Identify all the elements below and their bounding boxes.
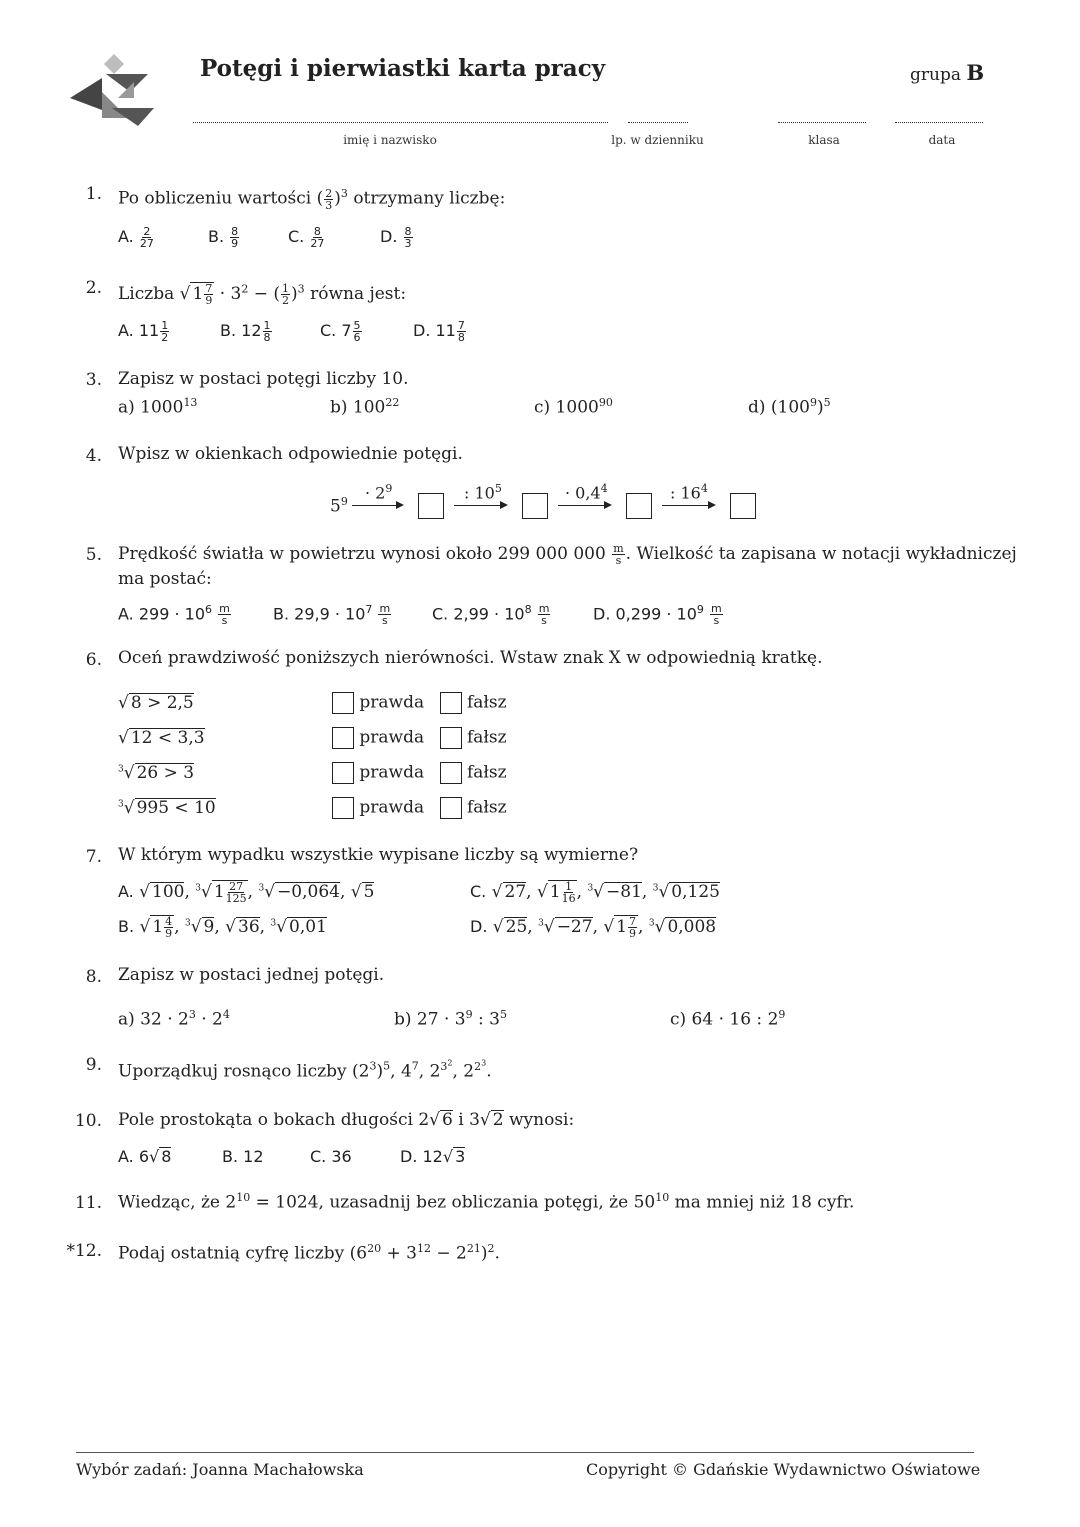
task-2-post: równa jest: xyxy=(310,284,407,304)
task-6-number: 6. xyxy=(85,650,102,670)
task-7-option-c[interactable]: C. √ 27, √ 1 $\frac{1}{16}$ , $^3$√ −81, $^3$√ 0,125 xyxy=(470,880,720,905)
task-1-number: 1. xyxy=(85,184,102,204)
task-6-row-2-choices: prawda fałsz xyxy=(332,727,507,749)
task-5-option-b[interactable]: B. $29,9 \cdot 10^7$ $\frac{m}{s}$ xyxy=(273,602,391,628)
task-2-pre: Liczba xyxy=(118,284,175,304)
task-1-option-b[interactable]: B. $\frac{8}{9}$ xyxy=(208,225,239,250)
task-7-option-d[interactable]: D. √ 25, $^3$√ −27, √ 1 $\frac{7}{9}$ , $^3$√ 0,008 xyxy=(470,915,717,940)
task-4-arrow-4 xyxy=(662,505,714,506)
task-4-number: 4. xyxy=(85,446,102,466)
publisher-logo xyxy=(68,52,160,130)
task-6-row-3-choices: prawda fałsz xyxy=(332,762,507,784)
task-2-option-a[interactable]: A. 11 $\frac{1}{2}$ xyxy=(118,319,169,344)
task-2-option-b[interactable]: B. 12 $\frac{1}{8}$ xyxy=(220,319,271,344)
date-field-line[interactable] xyxy=(895,122,983,123)
task-6-row-1-choices: prawda fałsz xyxy=(332,692,507,714)
number-field-line[interactable] xyxy=(628,122,688,123)
task-3-text: Zapisz w postaci potęgi liczby 10. xyxy=(118,369,409,389)
task-10-option-d[interactable]: D. 12√ 3 xyxy=(400,1147,466,1166)
task-6-row-2-expr: √ 12 < 3,3 xyxy=(118,728,205,748)
name-field-caption: imię i nazwisko xyxy=(343,133,437,147)
task-6-row-4-expr: $^3$√ 995 < 10 xyxy=(118,798,216,818)
task-9-number: 9. xyxy=(85,1055,102,1075)
footer-copyright: Copyright © Gdańskie Wydawnictwo Oświatowe xyxy=(586,1460,981,1479)
task-11-text: Wiedząc, że $2^{10} = 1024$, uzasadnij bez obliczania potęgi, że $50^{10}$ ma mniej niż 18 cyfr. xyxy=(118,1191,855,1213)
task-10-option-c[interactable]: C. 36 xyxy=(310,1147,352,1166)
task-4-op-3: · $0,4^4$ xyxy=(565,482,608,503)
task-8-a: a) $32 \cdot 2^3 \cdot 2^4$ xyxy=(118,1008,230,1030)
task-1-option-d[interactable]: D. $\frac{8}{3}$ xyxy=(380,225,412,250)
task-6-row-1-false-box[interactable] xyxy=(440,692,462,714)
task-5-option-c[interactable]: C. $2,99 \cdot 10^8$ $\frac{m}{s}$ xyxy=(432,602,550,628)
task-1-post: otrzymany liczbę: xyxy=(353,188,506,209)
task-1-option-c[interactable]: C. $\frac{8}{27}$ xyxy=(288,225,325,250)
task-1-option-a[interactable]: A. $\frac{2}{27}$ xyxy=(118,225,154,250)
task-8-c: c) 64 · 16 : $2^9$ xyxy=(670,1008,786,1030)
task-5-line-2: ma postać: xyxy=(118,569,212,589)
task-2-number: 2. xyxy=(85,278,102,298)
task-6-row-3-expr: $^3$√ 26 > 3 xyxy=(118,763,195,783)
group-label-text: grupa xyxy=(910,65,961,85)
task-1-pre: Po obliczeniu wartości xyxy=(118,188,312,209)
task-4-op-2: : $10^5$ xyxy=(464,482,502,503)
task-6-row-1-true-box[interactable] xyxy=(332,692,354,714)
task-7-option-b[interactable]: B. √ 1 $\frac{4}{9}$ , $^3$√ 9, √ 36, $^3$√ 0,01 xyxy=(118,915,327,940)
class-field-line[interactable] xyxy=(778,122,866,123)
task-7-option-a[interactable]: A. √ 100, $^3$√ 1 $\frac{27}{125}$ , $^3$√ −0,064, √ 5 xyxy=(118,880,375,905)
task-4-box-4[interactable] xyxy=(730,493,756,519)
task-7-number: 7. xyxy=(85,847,102,867)
task-3-a: a) 1000$^{13}$ xyxy=(118,396,198,418)
task-8-text: Zapisz w postaci jednej potęgi. xyxy=(118,965,385,985)
task-6-row-4-choices: prawda fałsz xyxy=(332,797,507,819)
task-8-number: 8. xyxy=(85,967,102,987)
task-5-option-d[interactable]: D. $0,299 \cdot 10^9$ $\frac{m}{s}$ xyxy=(593,602,722,628)
task-10-option-b[interactable]: B. 12 xyxy=(222,1147,264,1166)
task-4-start: $5^9$ xyxy=(330,495,348,517)
task-4-box-1[interactable] xyxy=(418,493,444,519)
footer-divider xyxy=(76,1452,974,1453)
task-4-arrow-2 xyxy=(454,505,506,506)
task-12-text: Podaj ostatnią cyfrę liczby $(6^{20} + 3^{12} - 2^{21})^2$. xyxy=(118,1242,500,1264)
task-3-d: d) $(100^9)^5$ xyxy=(748,396,831,418)
task-10-number: 10. xyxy=(74,1111,102,1131)
task-4-box-2[interactable] xyxy=(522,493,548,519)
task-6-row-1-expr: √ 8 > 2,5 xyxy=(118,693,194,713)
task-4-text: Wpisz w okienkach odpowiednie potęgi. xyxy=(118,444,463,464)
worksheet-title: Potęgi i pierwiastki karta pracy xyxy=(200,55,606,82)
task-6-row-2-true-box[interactable] xyxy=(332,727,354,749)
task-3-b: b) $100^{22}$ xyxy=(330,396,400,418)
task-7-text: W którym wypadku wszystkie wypisane liczby są wymierne? xyxy=(118,845,639,865)
task-5-line-1: Prędkość światła w powietrzu wynosi około 299 000 000 $\frac{m}{s}$ . Wielkość ta zapisana w notacji wykładniczej xyxy=(118,542,1017,567)
task-8-b: b) $27 \cdot 3^9$ : $3^5$ xyxy=(394,1008,507,1030)
task-5-number: 5. xyxy=(85,545,102,565)
name-field-line[interactable] xyxy=(193,122,608,123)
class-field-caption: klasa xyxy=(808,133,840,147)
task-1-text: Po obliczeniu wartości ( $\frac{2}{3}$ )$^3$ otrzymany liczbę: xyxy=(118,186,506,212)
task-3-number: 3. xyxy=(85,370,102,390)
task-6-row-4-false-box[interactable] xyxy=(440,797,462,819)
task-6-row-3-true-box[interactable] xyxy=(332,762,354,784)
task-11-number: 11. xyxy=(74,1193,102,1213)
group-label xyxy=(910,60,984,85)
task-6-text: Oceń prawdziwość poniższych nierówności. Wstaw znak X w odpowiednią kratkę. xyxy=(118,648,823,668)
footer-author: Wybór zadań: Joanna Machałowska xyxy=(76,1460,364,1479)
group-value: B xyxy=(966,60,985,85)
task-4-box-3[interactable] xyxy=(626,493,652,519)
task-3-c: c) 1000$^{90}$ xyxy=(534,396,613,418)
task-2-option-c[interactable]: C. 7 $\frac{5}{6}$ xyxy=(320,319,361,344)
date-field-caption: data xyxy=(928,133,956,147)
task-4-arrow-1 xyxy=(352,505,402,506)
task-6-row-3-false-box[interactable] xyxy=(440,762,462,784)
task-9-text: Uporządkuj rosnąco liczby $(2^3)^5$, $4^7$, $2^{3^2}$, $2^{2^3}$. xyxy=(118,1058,492,1082)
task-6-row-2-false-box[interactable] xyxy=(440,727,462,749)
task-10-option-a[interactable]: A. 6√ 8 xyxy=(118,1147,172,1166)
task-4-op-4: : $16^4$ xyxy=(670,482,708,503)
task-6-row-4-true-box[interactable] xyxy=(332,797,354,819)
task-4-arrow-3 xyxy=(558,505,610,506)
task-10-text: Pole prostokąta o bokach długości 2√ 6 i 3√ 2 wynosi: xyxy=(118,1110,575,1130)
task-4-op-1: · $2^9$ xyxy=(365,482,393,503)
number-field-caption: lp. w dzienniku xyxy=(611,133,704,147)
task-12-number: *12. xyxy=(66,1241,102,1261)
task-2-option-d[interactable]: D. 11 $\frac{7}{8}$ xyxy=(413,319,465,344)
task-2-text: Liczba √ 1 $\frac{7}{9}$ · $3^2$ − ( $\frac{1}{2}$ )$^3$ równa jest: xyxy=(118,282,407,307)
task-5-option-a[interactable]: A. $299 \cdot 10^6$ $\frac{m}{s}$ xyxy=(118,602,230,628)
